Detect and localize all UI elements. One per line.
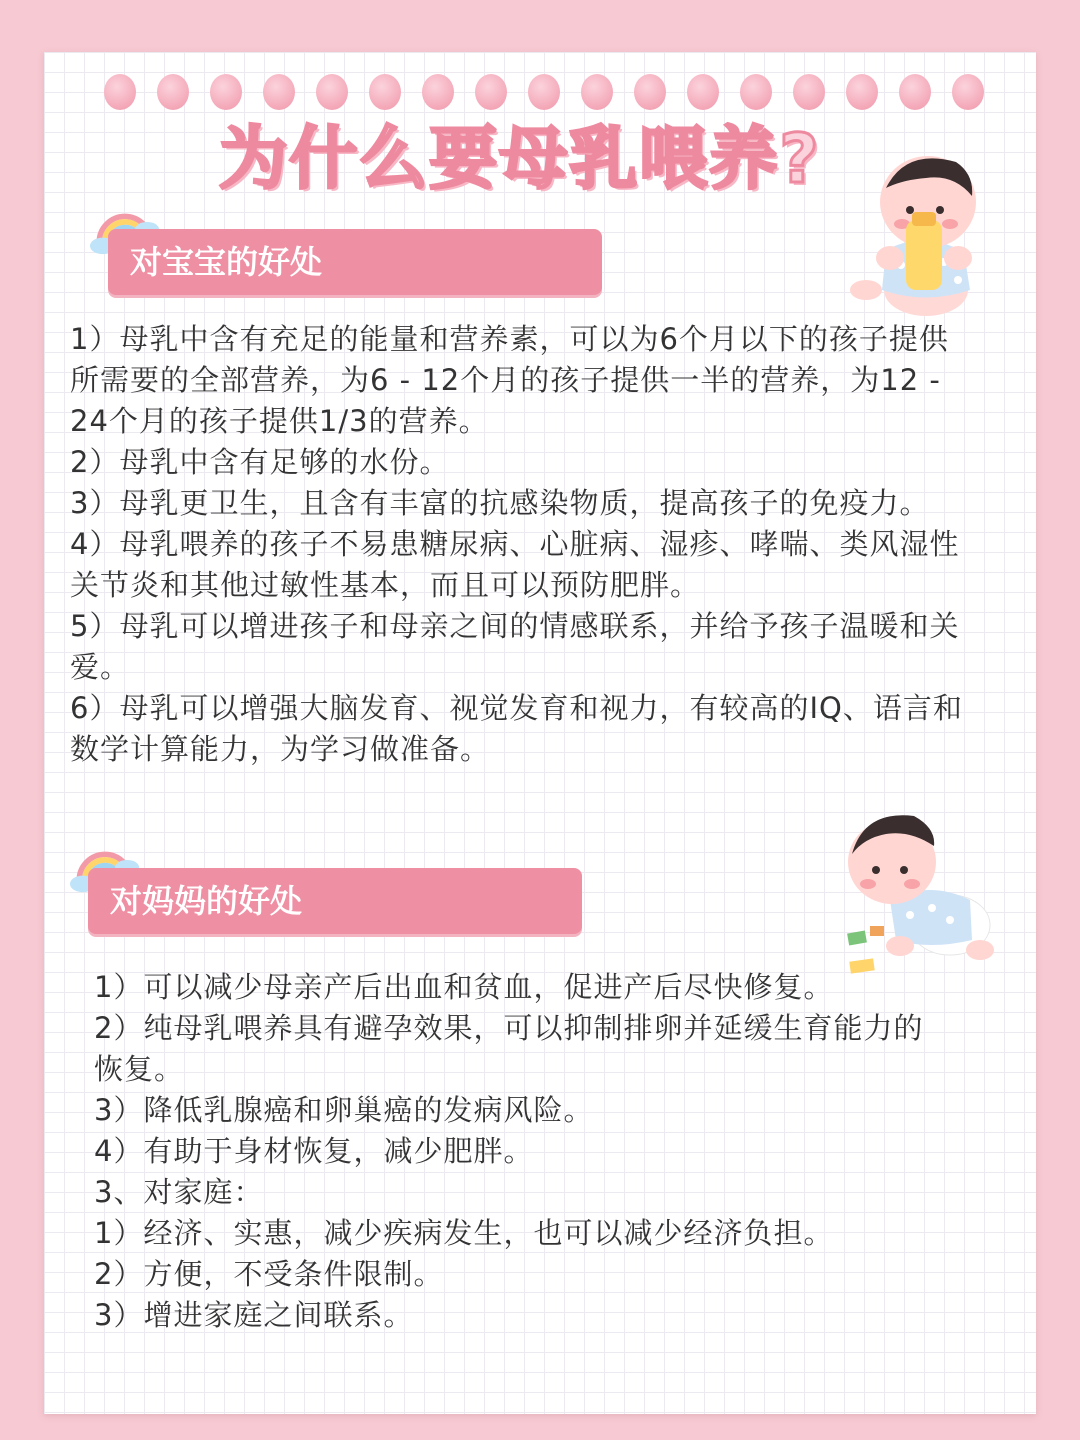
list-item: 3）增进家庭之间联系。 [94, 1298, 414, 1332]
binder-hole-icon [793, 74, 825, 110]
list-item: 3）母乳更卫生，且含有丰富的抗感染物质，提高孩子的免疫力。 [70, 486, 930, 520]
baby-benefits-text [70, 319, 966, 770]
section-heading-label: 对妈妈的好处 [110, 882, 303, 920]
list-item: 6）母乳可以增强大脑发育、视觉发育和视力，有较高的IQ、语言和数学计算能力，为学习做准备。 [70, 691, 963, 766]
list-item: 3）降低乳腺癌和卵巢癌的发病风险。 [94, 1093, 594, 1127]
mom-benefits-text [94, 967, 924, 1336]
list-item: 4）母乳喂养的孩子不易患糖尿病、心脏病、湿疹、哮喘、类风湿性关节炎和其他过敏性基本，而且可以预防肥胖。 [70, 527, 960, 602]
binder-hole-icon [104, 74, 136, 110]
page-title: 为什么要母乳喂养? [219, 120, 821, 199]
binder-hole-icon [899, 74, 931, 110]
binder-hole-icon [846, 74, 878, 110]
list-item: 2）纯母乳喂养具有避孕效果，可以抑制排卵并延缓生育能力的恢复。 [94, 1011, 924, 1086]
binder-hole-icon [634, 74, 666, 110]
list-item: 2）母乳中含有足够的水份。 [70, 445, 450, 479]
list-item: 1）母乳中含有充足的能量和营养素，可以为6个月以下的孩子提供所需要的全部营养，为6 - 12个月的孩子提供一半的营养，为12 - 24个月的孩子提供1/3的营养。 [70, 322, 949, 438]
binder-hole-icon [581, 74, 613, 110]
binder-holes [104, 74, 984, 114]
binder-hole-icon [528, 74, 560, 110]
binder-hole-icon [422, 74, 454, 110]
binder-hole-icon [687, 74, 719, 110]
binder-hole-icon [740, 74, 772, 110]
section-heading-baby [108, 229, 602, 295]
binder-hole-icon [263, 74, 295, 110]
list-item: 5）母乳可以增进孩子和母亲之间的情感联系，并给予孩子温暖和关爱。 [70, 609, 960, 684]
list-item: 1）经济、实惠，减少疾病发生，也可以减少经济负担。 [94, 1216, 834, 1250]
list-item: 2）方便，不受条件限制。 [94, 1257, 444, 1291]
list-item: 4）有助于身材恢复，减少肥胖。 [94, 1134, 534, 1168]
list-item: 1）可以减少母亲产后出血和贫血，促进产后尽快修复。 [94, 970, 834, 1004]
section-heading-label: 对宝宝的好处 [130, 243, 323, 281]
list-item: 3、对家庭： [94, 1175, 264, 1209]
baby-bottle-illustration [846, 140, 986, 320]
binder-hole-icon [369, 74, 401, 110]
section-heading-mom [88, 868, 582, 934]
binder-hole-icon [316, 74, 348, 110]
crawling-baby-illustration [840, 800, 1000, 980]
binder-hole-icon [210, 74, 242, 110]
binder-hole-icon [952, 74, 984, 110]
binder-hole-icon [157, 74, 189, 110]
binder-hole-icon [475, 74, 507, 110]
